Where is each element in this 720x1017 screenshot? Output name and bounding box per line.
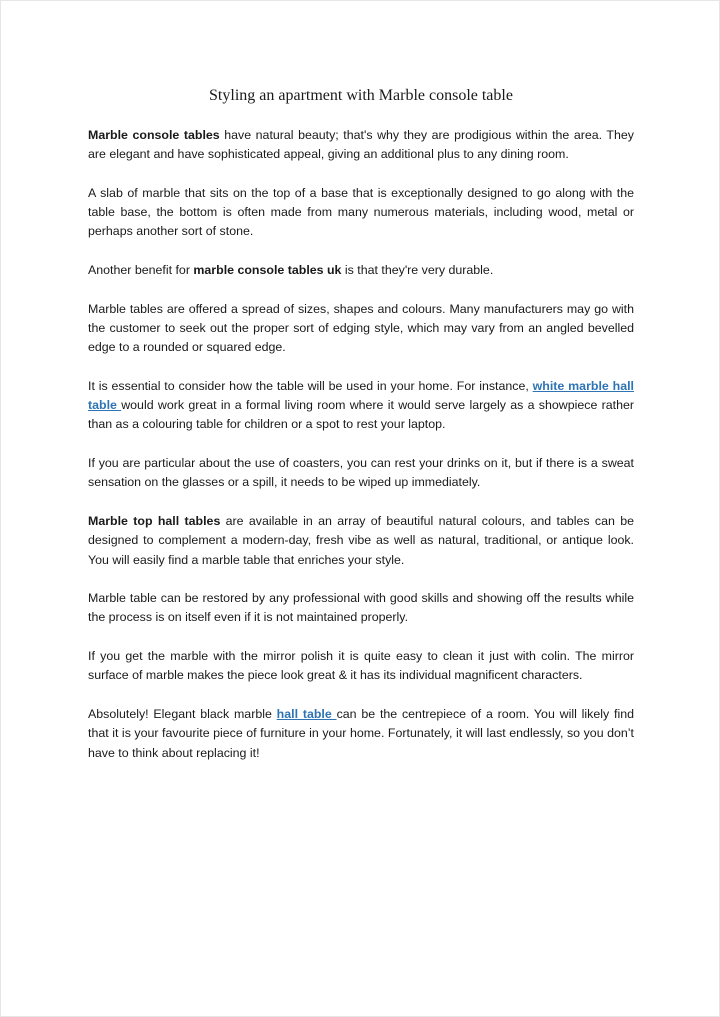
paragraph-4-text: Marble tables are offered a spread of sizes, shapes and colours. Many manufacturers may go with the customer to seek out the proper sort of edging style, which may vary from an angled bevelled edge to a rounded or squared edge. — [88, 301, 634, 355]
paragraph-6 — [88, 454, 634, 493]
paragraph-3 — [88, 261, 634, 280]
paragraph-4 — [88, 300, 634, 358]
paragraph-5-before: It is essential to consider how the table will be used in your home. For instance, — [88, 378, 533, 393]
paragraph-7-text: are available in an array of beautiful natural colours, and tables can be designed to complement a modern-day, fresh vibe as well as natural, traditional, or antique look. You will easily find a marble table that enriches your style. — [88, 513, 634, 567]
paragraph-7 — [88, 512, 634, 570]
link-hall-table[interactable]: hall table — [276, 706, 337, 721]
paragraph-8-text: Marble table can be restored by any professional with good skills and showing off the results while the process is on itself even if it is not maintained properly. — [88, 591, 634, 625]
paragraph-10-after: can be the centrepiece of a room. You will likely find that it is your favourite piece of furniture in your home. Fortunately, it will last endlessly, so you don’t have to think about replacing it! — [88, 706, 634, 760]
paragraph-2-text: A slab of marble that sits on the top of a base that is exceptionally designed to go along with the table base, the bottom is often made from many numerous materials, including wood, metal or perhaps another sort of stone. — [88, 185, 634, 239]
paragraph-3-after: is that they're very durable. — [341, 263, 494, 278]
paragraph-6-text: If you are particular about the use of coasters, you can rest your drinks on it, but if there is a sweat sensation on the glasses or a spill, it needs to be wiped up immediately. — [88, 456, 634, 490]
paragraph-10-before: Absolutely! Elegant black marble — [88, 706, 277, 721]
link-white-marble-hall-table[interactable]: white marble hall table — [88, 378, 634, 413]
paragraph-9-text: If you get the marble with the mirror polish it is quite easy to clean it just with colin. The mirror surface of marble makes the piece look great & it has its individual magnificent characters. — [88, 649, 634, 683]
paragraph-3-before: Another benefit for — [88, 263, 194, 278]
paragraph-8 — [88, 589, 634, 628]
paragraph-5 — [88, 377, 634, 435]
paragraph-9 — [88, 647, 634, 686]
keyword-marble-top-hall-tables: Marble top hall tables — [88, 513, 221, 528]
keyword-marble-console-tables-uk: marble console tables uk — [193, 263, 342, 278]
paragraph-5-after: would work great in a formal living room where it would serve largely as a showpiece rather than as a colouring table for children or a spot to rest your laptop. — [88, 398, 634, 432]
paragraph-1-text: have natural beauty; that's why they are prodigious within the area. They are elegant and have sophisticated appeal, giving an additional plus to any dining room. — [88, 128, 634, 162]
document-body — [88, 126, 634, 782]
keyword-marble-console-tables: Marble console tables — [88, 128, 220, 142]
paragraph-1 — [88, 126, 634, 165]
paragraph-10 — [88, 705, 634, 763]
paragraph-2 — [88, 184, 634, 242]
document-title: Styling an apartment with Marble console table — [209, 87, 513, 104]
